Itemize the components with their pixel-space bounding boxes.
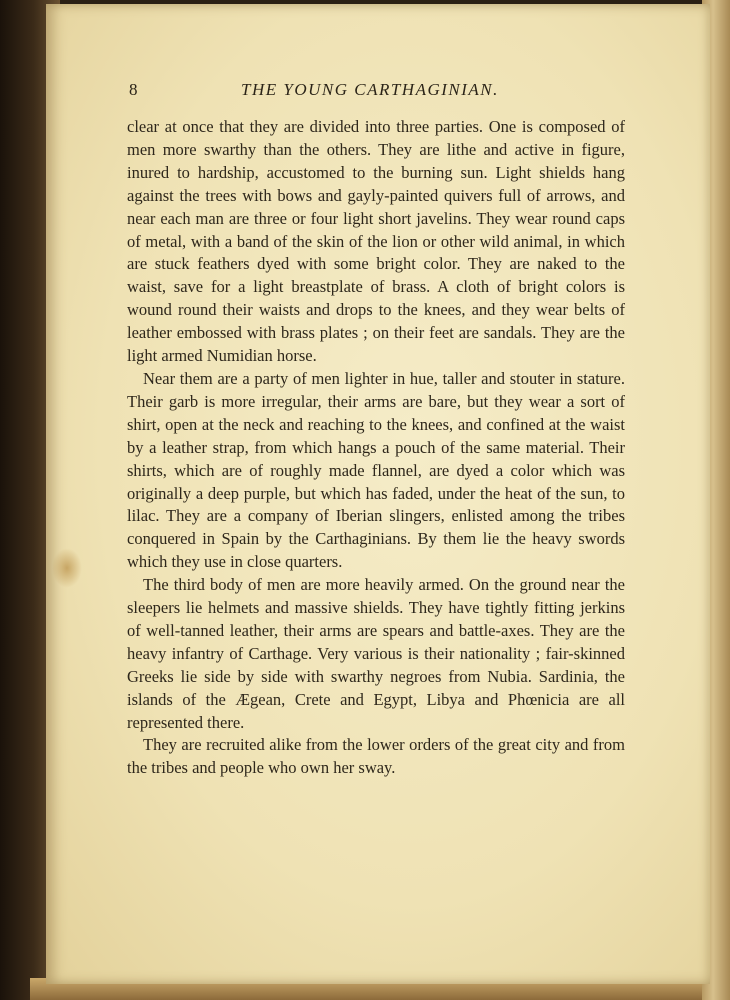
paragraph-4: They are recruited alike from the lower orders of the great city and from the tribes and people who own her sway. bbox=[127, 735, 625, 778]
page-number: 8 bbox=[129, 80, 138, 99]
body-text bbox=[127, 116, 625, 780]
running-title: THE YOUNG CARTHAGINIAN. bbox=[241, 80, 499, 99]
paragraph-2: Near them are a party of men lighter in hue, taller and stouter in stature. Their garb is more irregular, their arms are bare, but they wear a sort of shirt, open at the neck and reaching to the knees, and confined at the waist by a leather strap, from which hangs a pouch of the same material. Their shirts, which are of roughly made flannel, are dyed a color which was originally a deep purple, but which has faded, under the heat of the sun, to lilac. They are a company of Iberian slingers, enlisted among the tribes conquered in Spain by the Carthaginians. By them lie the heavy swords which they use in close quarters. bbox=[127, 368, 625, 572]
paragraph-3: The third body of men are more heavily armed. On the ground near the sleepers lie helmets and massive shields. They have tightly fitting jerkins of well-tanned leather, their arms are spears and battle-axes. They are the heavy infantry of Carthage. Very various is their nationality ; fair-skinned Greeks lie side by side with swarthy negroes from Nubia. Sardinia, the islands of the Ægean, Crete and Egypt, Libya and Phœnicia are all represented there. bbox=[127, 575, 625, 732]
page-header bbox=[129, 80, 629, 104]
paragraph-1: clear at once that they are divided into three parties. One is composed of men more swarthy than the others. They are lithe and active in figure, inured to hardship, accustomed to the burning sun. Light shields hang against the trees with bows and gayly-painted quivers full of arrows, and near each man are three or four light short javelins. They wear round caps of metal, with a band of the skin of the lion or other wild animal, in which are stuck feathers dyed with some bright color. They are naked to the waist, save for a light breastplate of brass. A cloth of bright colors is wound round their waists and drops to the knees, and they wear belts of leather embossed with brass plates ; on their feet are sandals. They are the light armed Numidian horse. bbox=[127, 117, 625, 366]
paper-stain bbox=[52, 548, 82, 588]
